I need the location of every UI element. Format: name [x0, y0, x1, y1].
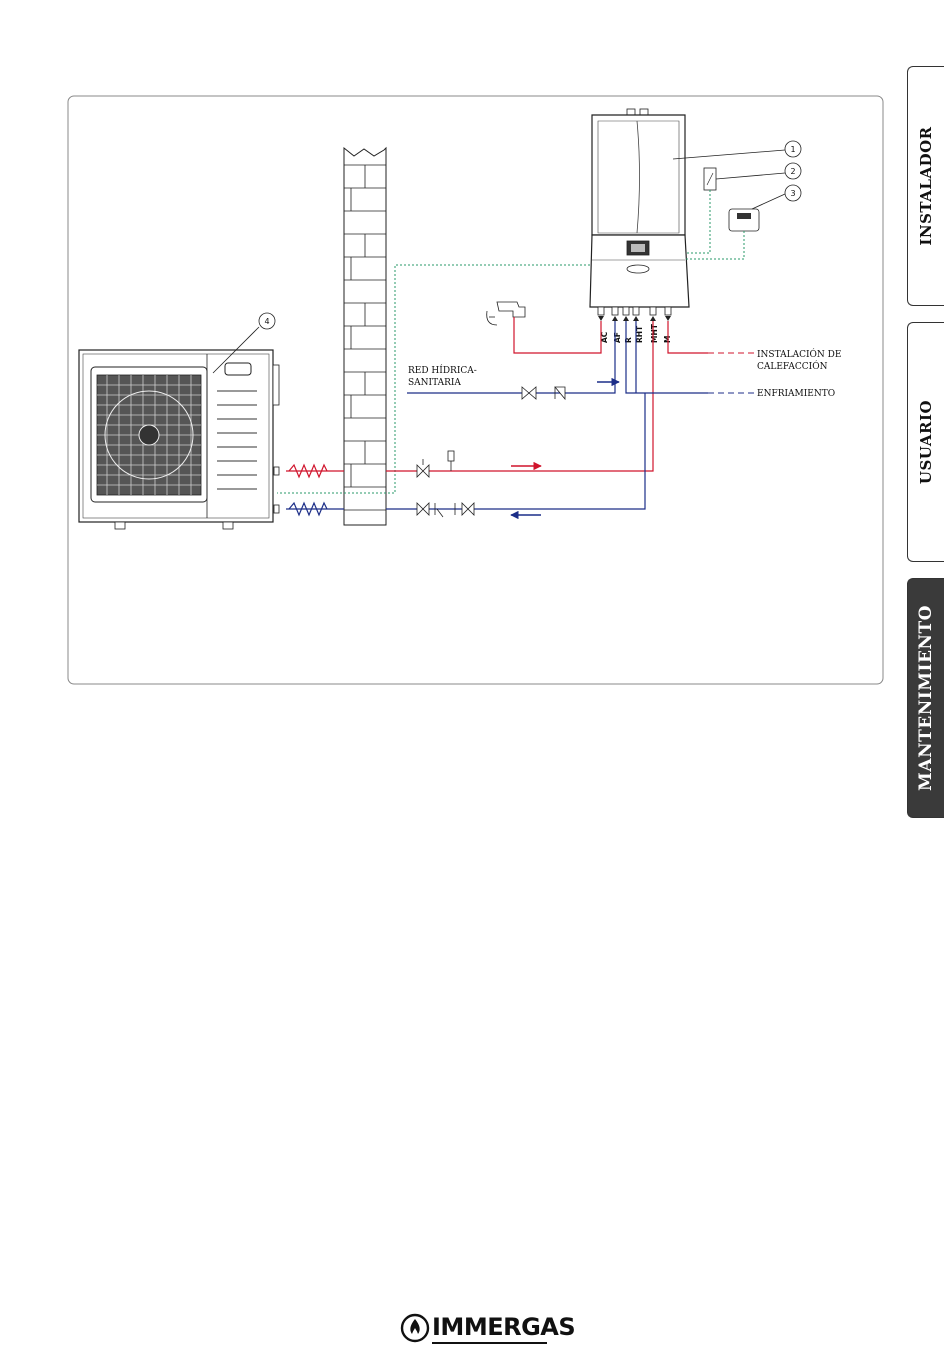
outdoor-unit	[79, 350, 279, 529]
callout-3-label: 3	[790, 189, 796, 198]
valves-return	[417, 503, 474, 517]
label-water-network-1: RED HÍDRICA-	[408, 366, 477, 376]
port-rht: RHT	[635, 325, 644, 343]
indoor-unit	[590, 109, 689, 315]
callout-1	[673, 141, 801, 159]
component-3-controller	[729, 185, 801, 231]
port-af: AF	[613, 332, 622, 343]
label-cooling: ENFRIAMIENTO	[757, 389, 836, 399]
tab-maintenance[interactable]	[907, 578, 944, 818]
component-2-probe	[704, 163, 801, 190]
label-water-network-2: SANITARIA	[408, 378, 461, 388]
installation-diagram	[67, 95, 884, 685]
tab-installer-label: INSTALADOR	[917, 126, 935, 246]
callout-2-label: 2	[790, 167, 796, 176]
brand-logo	[400, 1311, 576, 1345]
flame-icon	[400, 1313, 430, 1343]
port-ac: AC	[600, 331, 609, 343]
callout-1-label: 1	[790, 145, 796, 154]
wall	[344, 148, 386, 525]
valve-supply	[417, 451, 454, 477]
tap-icon	[487, 302, 525, 325]
brand-name: IMMERGAS	[432, 1313, 576, 1341]
port-r: R	[624, 337, 633, 343]
tab-user[interactable]	[907, 322, 944, 562]
tab-maintenance-label: MANTENIMIENTO	[916, 605, 936, 791]
label-heating-2: CALEFACCIÓN	[757, 362, 828, 372]
label-heating-1: INSTALACIÓN DE	[757, 350, 842, 360]
tab-user-label: USUARIO	[917, 399, 935, 485]
port-arrows	[598, 316, 671, 321]
port-m: M	[663, 335, 672, 343]
port-mht: MHT	[650, 324, 659, 343]
tab-installer[interactable]	[907, 66, 944, 306]
brand-underline	[432, 1342, 547, 1344]
callout-4-label: 4	[264, 317, 270, 326]
